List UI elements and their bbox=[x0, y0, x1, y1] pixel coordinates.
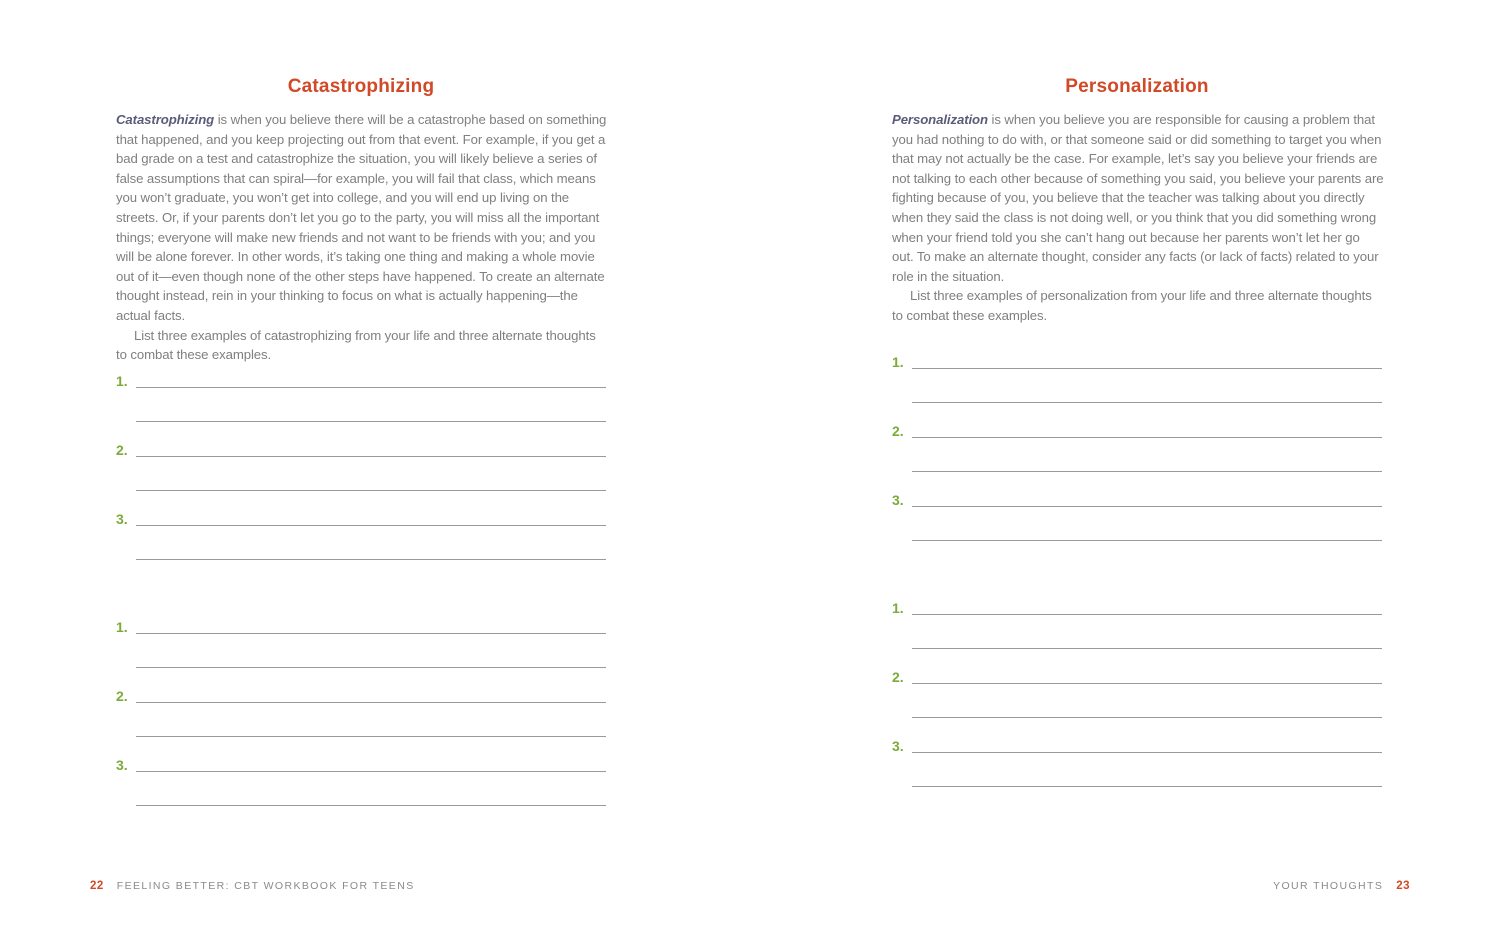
item-number: 3. bbox=[892, 738, 904, 754]
answer-line[interactable] bbox=[116, 437, 606, 457]
item-number: 1. bbox=[892, 354, 904, 370]
answer-line[interactable] bbox=[116, 614, 606, 634]
answer-lines bbox=[892, 349, 1382, 789]
intro-paragraph bbox=[116, 110, 608, 326]
answer-line[interactable] bbox=[892, 521, 1382, 541]
item-number: 3. bbox=[116, 511, 128, 527]
answer-line[interactable] bbox=[116, 717, 606, 737]
answer-line[interactable] bbox=[116, 648, 606, 668]
item-number: 3. bbox=[892, 492, 904, 508]
body-text bbox=[116, 110, 608, 365]
running-head: YOUR THOUGHTS bbox=[1273, 880, 1384, 892]
answer-line[interactable] bbox=[116, 471, 606, 491]
page-number: 23 bbox=[1396, 880, 1410, 892]
body-text bbox=[892, 110, 1384, 326]
answer-line[interactable] bbox=[892, 452, 1382, 472]
footer bbox=[1273, 880, 1410, 892]
page-title: Personalization bbox=[1065, 76, 1209, 97]
answer-line[interactable] bbox=[892, 733, 1382, 753]
item-number: 1. bbox=[116, 619, 128, 635]
answer-line[interactable] bbox=[892, 698, 1382, 718]
answer-line[interactable] bbox=[116, 683, 606, 703]
answer-line[interactable] bbox=[116, 402, 606, 422]
answer-line[interactable] bbox=[116, 368, 606, 388]
footer bbox=[90, 880, 415, 892]
answer-line[interactable] bbox=[116, 786, 606, 806]
item-number: 2. bbox=[116, 442, 128, 458]
answer-line[interactable] bbox=[892, 349, 1382, 369]
intro-paragraph bbox=[892, 110, 1384, 286]
intro-text: is when you believe you are responsible for causing a problem that you had nothing to do with, or that someone said or did something to target you when that may not actually be the case. For example, let’s say you believe your friends are not talking to each other because of something you said, you believe your parents are fighting because of you, you believe that the teacher was talking about you directly when they said the class is not doing well, or you think that you did something wrong when your friend told you she can’t hang out because her parents won’t let her go out. To make an alternate thought, consider any facts (or lack of facts) related to your role in the situation. bbox=[892, 112, 1384, 284]
answer-line[interactable] bbox=[892, 664, 1382, 684]
item-number: 1. bbox=[116, 373, 128, 389]
instruction-paragraph: List three examples of personalization from your life and three alternate thoughts to combat these examples. bbox=[892, 288, 1372, 323]
answer-line[interactable] bbox=[892, 487, 1382, 507]
item-number: 2. bbox=[116, 688, 128, 704]
instruction-paragraph: List three examples of catastrophizing from your life and three alternate thoughts to combat these examples. bbox=[116, 327, 596, 363]
answer-line[interactable] bbox=[892, 418, 1382, 438]
answer-line[interactable] bbox=[892, 383, 1382, 403]
right-page bbox=[750, 0, 1500, 938]
answer-line[interactable] bbox=[116, 540, 606, 560]
answer-line[interactable] bbox=[892, 629, 1382, 649]
answer-line[interactable] bbox=[892, 595, 1382, 615]
page-number: 22 bbox=[90, 880, 104, 892]
answer-line[interactable] bbox=[116, 752, 606, 772]
answer-line[interactable] bbox=[892, 767, 1382, 787]
item-number: 1. bbox=[892, 600, 904, 616]
term: Catastrophizing bbox=[116, 112, 215, 127]
page-title: Catastrophizing bbox=[287, 76, 435, 97]
item-number: 3. bbox=[116, 757, 128, 773]
item-number: 2. bbox=[892, 669, 904, 685]
intro-text: is when you believe there will be a catastrophe based on something that happened, and you keep projecting out from that event. For example, if you get a bad grade on a test and catastrophize the situation, you will likely believe a series of false assumptions that can spiral—for example, you will fail that class, which means you won’t graduate, you won’t get into college, and you will end up living on the streets. Or, if your parents don’t let you go to the party, you will miss all the important things; everyone will make new friends and not want to be friends with you; and you will be alone forever. In other words, it’s taking one thing and making a whole movie out of it—even though none of the other steps have happened. To create an alternate thought instead, rein in your thinking to focus on what is actually happening—the actual facts. bbox=[116, 112, 607, 323]
answer-line[interactable] bbox=[116, 506, 606, 526]
item-number: 2. bbox=[892, 423, 904, 439]
term: Personalization bbox=[892, 112, 988, 127]
answer-lines bbox=[116, 368, 606, 808]
running-head: FEELING BETTER: CBT WORKBOOK FOR TEENS bbox=[116, 880, 415, 892]
